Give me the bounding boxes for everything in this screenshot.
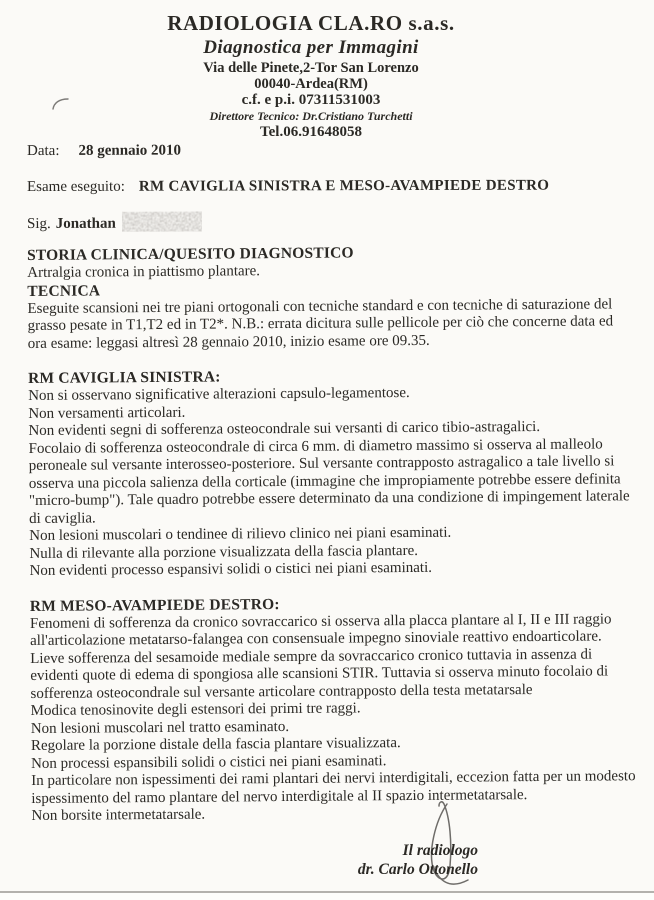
- report-paragraph: Non versamenti articolari.: [28, 404, 186, 422]
- signatory-name: dr. Carlo Ottonello: [357, 861, 478, 878]
- scan-edge-line: [0, 891, 654, 893]
- scanner-bed-area: [0, 893, 654, 900]
- date-line: [27, 143, 181, 160]
- patient-label: Sig.: [26, 215, 51, 232]
- section-title: TECNICA: [27, 281, 101, 300]
- section-tecnica: [27, 278, 633, 353]
- exam-value: RM CAVIGLIA SINISTRA E MESO-AVAMPIEDE DESTRO: [138, 177, 550, 195]
- clinic-director: Direttore Tecnico: Dr.Cristiano Turchetti: [209, 109, 413, 124]
- report-paragraph: Eseguite scansioni nei tre piani ortogonali con tecniche standard e con tecniche di saturazione del grasso pesate in T1,T2 ed in T2*. N.B.: errata dicitura sulle pellicole per ciò che concerne data ed ora esame: leggasi altresì 28 gennaio 2010, inizio esame ore 09.35.: [27, 295, 614, 352]
- section-title: STORIA CLINICA/QUESITO DIAGNOSTICO: [27, 244, 354, 264]
- section-rm-caviglia-sinistra: [28, 365, 635, 580]
- report-paragraph: Regolare la porzione distale della fascia plantare visualizzata.: [30, 735, 401, 754]
- section-storia-clinica: [27, 242, 632, 282]
- exam-label: Esame eseguito:: [26, 178, 125, 195]
- redacted-patient-surname: [122, 212, 202, 232]
- report-paragraph: Modica tenosinovite degli estensori dei primi tre raggi.: [30, 700, 361, 719]
- report-paragraph: Nulla di rilevante alla porzione visualizzata della fascia plantare.: [29, 542, 419, 562]
- patient-line: [27, 212, 202, 233]
- letterhead: [0, 12, 638, 141]
- report-paragraph: Focolaio di sofferenza osteocondrale di circa 6 mm. di diametro massimo si osserva al malleolo peroneale sul versante interosseo-posteriore. Sul versante contrapposto astragalico a tale livello si osserva una piccola salienza della corticale (immagine che impropiamente potrebbe essere definita "micro-bump"). Tale quadro potrebbe essere determinato da una condizione di impingement laterale di caviglia.: [28, 435, 630, 527]
- section-title: RM CAVIGLIA SINISTRA:: [27, 368, 221, 387]
- clinic-name: RADIOLOGIA CLA.RO s.a.s.: [167, 11, 455, 35]
- section-rm-meso-avampiede-destro: [30, 593, 637, 826]
- clinic-phone: Tel.06.91648058: [260, 124, 362, 141]
- clinic-tagline: Diagnostica per Immagini: [203, 36, 419, 58]
- report-body: [27, 242, 637, 825]
- clinic-fiscal-code: c.f. e p.i. 07311531003: [241, 92, 381, 109]
- report-paragraph: Lieve sofferenza del sesamoide mediale sempre da sovraccarico cronico tuttavia in assenza di evidenti quote di edema di spongiosa alle scansioni STIR. Tuttavia si osserva minuto focolaio di sofferenza osteocondrale sul versante articolare contrapposto della testa metatarsale: [30, 646, 609, 702]
- report-paragraph: Non lesioni muscolari o tendinee di rilievo clinico nei piani esaminati.: [29, 524, 452, 544]
- report-paragraph: Artralgia cronica in piattismo plantare.: [27, 263, 261, 281]
- signatory-role: Il radiologo: [402, 842, 478, 859]
- report-paragraph: Fenomeni di sofferenza da cronico sovraccarico si osserva alla placca plantare al I, II e III raggio all'articolazione metatarso-falangea con consensuale impegno sinoviale reattivo endoarticolare.: [29, 610, 612, 649]
- report-paragraph: Non evidenti processo espansivi solidi o cistici nei piani esaminati.: [29, 559, 433, 579]
- report-paragraph: Non borsite intermetatarsale.: [31, 806, 206, 824]
- report-paragraph: Non processi espansibili solidi o cistici nei piani esaminati.: [30, 752, 387, 772]
- clinic-address: Via delle Pinete,2-Tor San Lorenzo: [203, 59, 419, 76]
- date-label: Data:: [26, 142, 60, 159]
- patient-name: Jonathan: [55, 215, 116, 232]
- report-paragraph: Non evidenti segni di sofferenza osteocondrale sui versanti di carico tibio-astragalici.: [28, 418, 541, 439]
- signature-block: [317, 841, 478, 879]
- report-paragraph: Non lesioni muscolari nel tratto esaminato.: [30, 718, 290, 737]
- report-paragraph: In particolare non ispessimenti dei rami plantari dei nervi interdigitali, eccezion fatta per un modesto ispessimento del ramo plantare del nervo interdigitale al II spazio intermetatarsale.: [31, 768, 636, 807]
- date-value: 28 gennaio 2010: [78, 142, 182, 159]
- section-title: RM MESO-AVAMPIEDE DESTRO:: [29, 595, 280, 615]
- exam-line: [27, 178, 549, 196]
- clinic-city: 00040-Ardea(RM): [254, 76, 368, 93]
- report-paragraph: Non si osservano significative alterazioni capsulo-legamentose.: [28, 384, 410, 404]
